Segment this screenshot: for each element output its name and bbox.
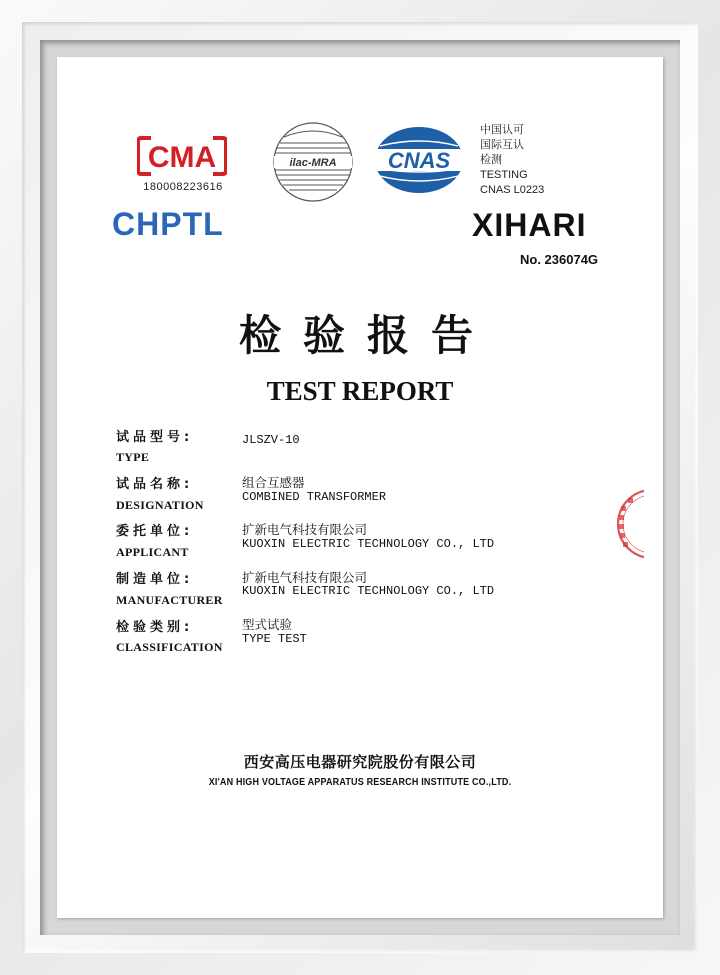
applicant-label-en: APPLICANT	[116, 545, 189, 559]
type-label-cn: 试品型号:	[116, 430, 194, 445]
classification-value-en: TYPE TEST	[242, 632, 307, 646]
institute-name-en: XI'AN HIGH VOLTAGE APPARATUS RESEARCH INSTITUTE CO.,LTD.	[208, 777, 512, 788]
applicant-value-cn: 扩新电气科技有限公司	[242, 522, 368, 537]
manufacturer-label-cn: 制造单位:	[116, 572, 194, 587]
xihari-logo: XIHARI	[472, 207, 587, 243]
manufacturer-label-en: MANUFACTURER	[116, 593, 223, 607]
title-chinese: 检验报告	[238, 311, 495, 360]
designation-value-cn: 组合互感器	[242, 475, 305, 490]
classification-value-cn: 型式试验	[242, 617, 293, 632]
ilac-text: ilac-MRA	[289, 157, 337, 169]
type-value: JLSZV-10	[242, 433, 300, 447]
cnas-caption	[480, 123, 544, 198]
classification-label-en: CLASSIFICATION	[116, 640, 223, 654]
cma-logo-icon	[137, 136, 227, 176]
type-label-en: TYPE	[116, 450, 150, 464]
cnas-logo-icon	[370, 124, 468, 196]
cnas-text: CNAS	[387, 148, 451, 173]
designation-label-cn: 试品名称:	[116, 477, 194, 492]
applicant-label-cn: 委托单位:	[116, 524, 194, 539]
chptl-logo: CHPTL	[112, 206, 224, 242]
institute-name-cn: 西安高压电器研究院股份有限公司	[243, 753, 477, 771]
cnas-caption-line: TESTING	[480, 169, 528, 181]
cma-number: 180008223616	[143, 181, 223, 193]
title-english: TEST REPORT	[266, 376, 454, 406]
cnas-caption-line: 中国认可	[480, 124, 524, 136]
cnas-caption-line: CNAS L0223	[480, 184, 545, 196]
cnas-caption-line: 检测	[480, 154, 502, 166]
cnas-caption-line: 国际互认	[480, 139, 524, 151]
designation-value-en: COMBINED TRANSFORMER	[242, 490, 387, 504]
cma-mark-text: CMA	[147, 141, 217, 174]
applicant-value-en: KUOXIN ELECTRIC TECHNOLOGY CO., LTD	[242, 537, 495, 551]
manufacturer-value-en: KUOXIN ELECTRIC TECHNOLOGY CO., LTD	[242, 584, 495, 598]
manufacturer-value-cn: 扩新电气科技有限公司	[242, 570, 368, 585]
designation-label-en: DESIGNATION	[116, 498, 204, 512]
ilac-mra-logo-icon	[272, 121, 354, 203]
classification-label-cn: 检验类别:	[116, 620, 194, 635]
red-seal-stamp-icon	[612, 484, 672, 564]
report-number: No. 236074G	[520, 252, 599, 267]
